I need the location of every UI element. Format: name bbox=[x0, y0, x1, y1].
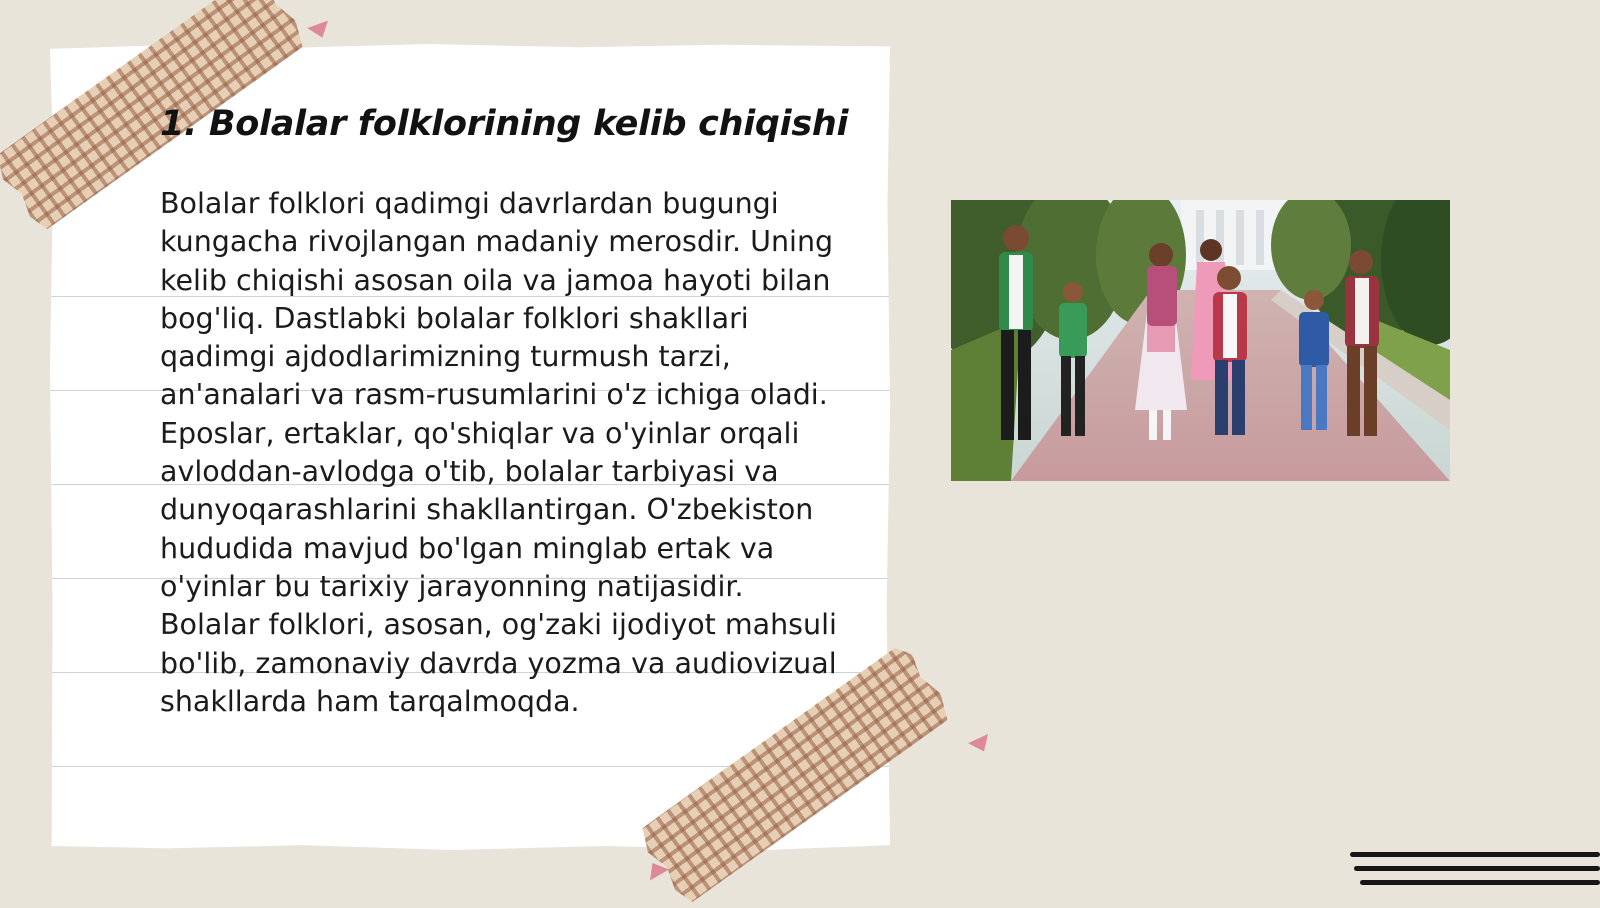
pin-icon bbox=[307, 21, 332, 42]
children-photo bbox=[951, 200, 1450, 481]
decorative-line bbox=[1360, 880, 1600, 885]
slide-body-text: Bolalar folklori qadimgi davrlardan bugungi kungacha rivojlangan madaniy merosdir. Uning kelib chiqishi asosan oila va jamoa hayoti bilan bog'liq. Dastlabki bolalar folklori shakllari qadimgi ajdodlarimizning turmush tarzi, an'analari va rasm-rusumlarini o'z ichiga oladi. Eposlar, ertaklar, qo'shiqlar va o'yinlar orqali avloddan-avlodga o'tib, bolalar tarbiyasi va dunyoqarashlarini shakllantirgan. O'zbekiston hududida mavjud bo'lgan minglab ertak va o'yinlar bu tarixiy jarayonning natijasidir. Bolalar folklori, asosan, og'zaki ijodiyot mahsuli bo'lib, zamonaviy davrda yozma va audiovizual shakllarda ham tarqalmoqda. bbox=[160, 187, 837, 718]
decorative-line bbox=[1350, 852, 1600, 857]
decorative-line bbox=[1354, 866, 1600, 871]
pin-icon bbox=[968, 734, 994, 756]
slide-title: 1. Bolalar folklorining kelib chiqishi bbox=[160, 104, 849, 144]
